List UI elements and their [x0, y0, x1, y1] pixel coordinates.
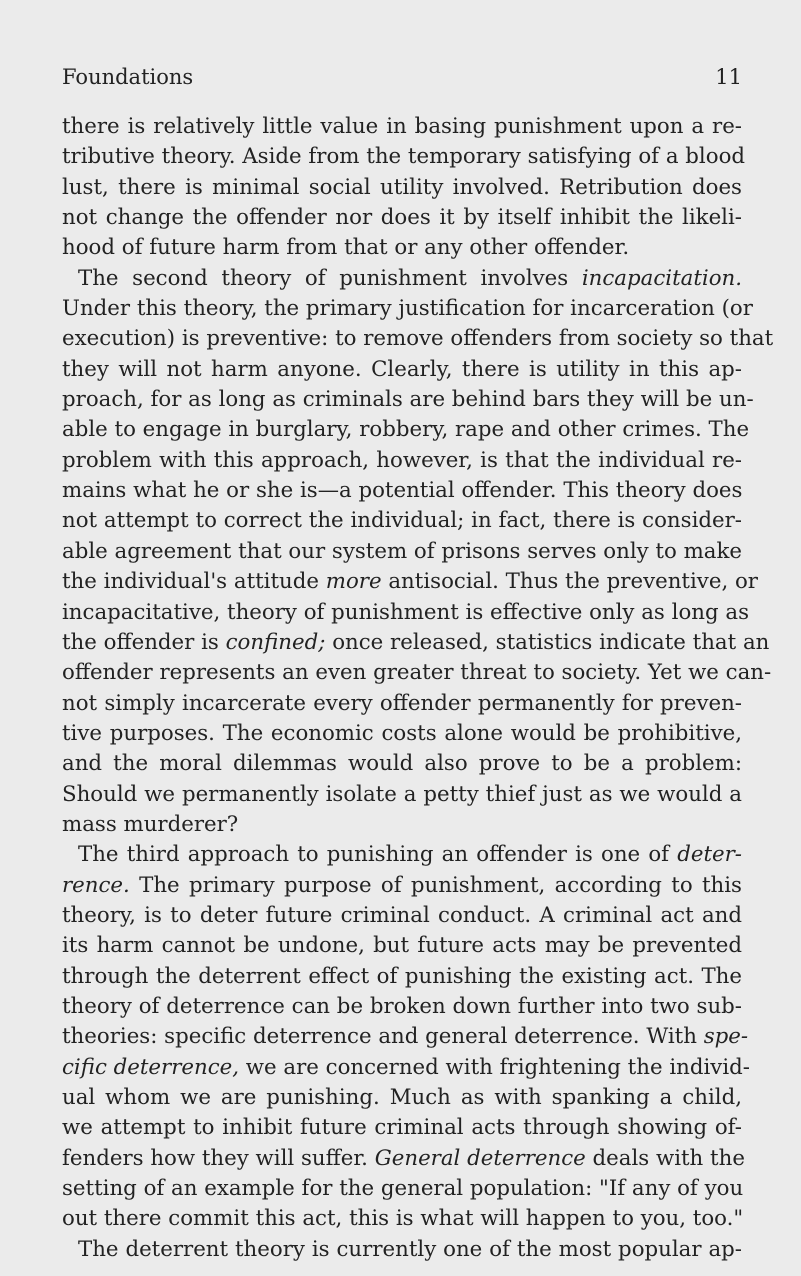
italic-term: rence.: [62, 872, 130, 898]
text-line: theory of deterrence can be broken down further into two sub-: [62, 993, 742, 1019]
running-header: [62, 62, 742, 92]
text-line: not change the offender nor does it by itself inhibit the likeli-: [62, 205, 742, 231]
text-line: lust, there is minimal social utility involved. Retribution does: [62, 174, 742, 200]
text-line: able to engage in burglary, robbery, rape and other crimes. The: [62, 417, 750, 443]
text-line: tributive theory. Aside from the temporary satisfying of a blood: [62, 144, 746, 170]
text-segment: antisocial. Thus the preventive, or: [381, 569, 758, 595]
text-line: its harm cannot be undone, but future acts may be prevented: [62, 933, 742, 959]
text-line: offender represents an even greater threat to society. Yet we can-: [62, 660, 772, 686]
italic-term: deter-: [677, 842, 742, 868]
text-line: ual whom we are punishing. Much as with spanking a child,: [62, 1085, 742, 1110]
text-line: they will not harm anyone. Clearly, there is utility in this ap-: [62, 356, 742, 382]
text-line: able agreement that our system of prisons serves only to make: [62, 538, 742, 564]
text-segment: the offender is: [62, 629, 226, 655]
text-line: proach, for as long as criminals are behind bars they will be un-: [62, 387, 754, 413]
italic-term: confined;: [225, 629, 326, 655]
text-line: [62, 871, 742, 901]
text-line: [62, 1144, 745, 1174]
text-line: not simply incarcerate every offender permanently for preven-: [62, 690, 742, 716]
italic-term: General deterrence: [374, 1145, 586, 1171]
text-line: tive purposes. The economic costs alone would be prohibitive,: [62, 720, 742, 746]
text-segment: The second theory of punishment involves: [78, 265, 582, 291]
text-segment: The primary purpose of punishment, according to this: [129, 872, 742, 898]
text-segment: The third approach to punishing an offender is one of: [78, 842, 678, 868]
text-line: Should we permanently isolate a petty thief just as we would a: [62, 781, 742, 807]
text-line: out there commit this act, this is what will happen to you, too.": [62, 1206, 744, 1232]
text-line: setting of an example for the general population: "If any of you: [62, 1176, 744, 1202]
text-line: there is relatively little value in basing punishment upon a re-: [62, 114, 742, 139]
text-segment: once released, statistics indicate that an: [325, 629, 770, 655]
text-line: [62, 1053, 750, 1083]
italic-term: incapacitation.: [581, 265, 742, 291]
text-line: not attempt to correct the individual; in fact, there is consider-: [62, 508, 742, 534]
text-line: problem with this approach, however, is that the individual re-: [62, 447, 742, 473]
chapter-title: Foundations: [62, 65, 194, 89]
text-segment: theories: specific deterrence and general deterrence. With: [62, 1024, 704, 1050]
text-line: theory, is to deter future criminal conduct. A criminal act and: [62, 902, 742, 928]
text-line: execution) is preventive: to remove offenders from society so that: [62, 326, 774, 352]
italic-term: cific deterrence,: [62, 1054, 240, 1080]
text-line: [62, 264, 742, 294]
text-line: mass murderer?: [62, 811, 239, 837]
text-line: [62, 1022, 749, 1052]
text-line: through the deterrent effect of punishing the existing act. The: [62, 963, 742, 989]
text-line: The deterrent theory is currently one of the most popular ap-: [78, 1236, 742, 1262]
text-line: [62, 840, 742, 870]
text-segment: we are concerned with frightening the individ-: [239, 1054, 750, 1080]
body-text: [62, 112, 774, 1265]
text-line: [62, 567, 758, 597]
text-segment: deals with the: [585, 1145, 745, 1171]
text-line: we attempt to inhibit future criminal acts through showing of-: [62, 1115, 742, 1141]
text-line: [62, 628, 770, 658]
text-line: mains what he or she is—a potential offender. This theory does: [62, 478, 743, 504]
text-line: hood of future harm from that or any other offender.: [62, 235, 630, 261]
italic-term: spe-: [703, 1024, 749, 1050]
text-segment: fenders how they will suffer.: [62, 1145, 375, 1171]
text-line: Under this theory, the primary justification for incarceration (or: [62, 296, 753, 322]
text-line: incapacitative, theory of punishment is effective only as long as: [62, 599, 750, 625]
text-line: and the moral dilemmas would also prove to be a problem:: [62, 751, 742, 777]
italic-term: more: [325, 569, 382, 595]
page-number: 11: [715, 65, 742, 89]
text-segment: the individual's attitude: [62, 569, 326, 595]
